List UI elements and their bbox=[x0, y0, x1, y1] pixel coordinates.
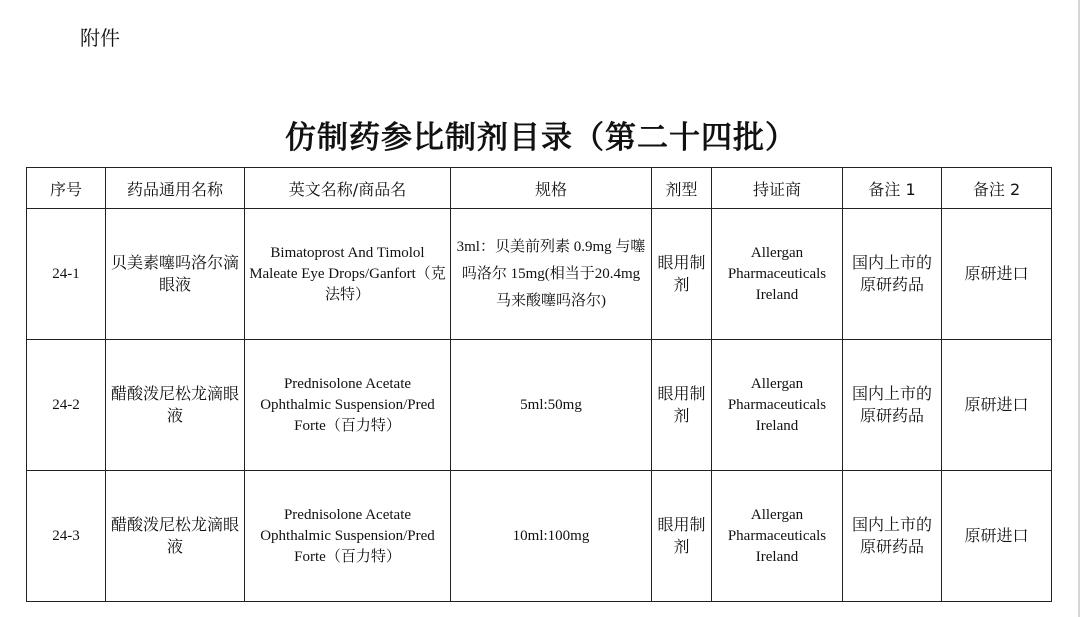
cell-spec: 10ml:100mg bbox=[451, 471, 652, 602]
cell-spec: 3ml：贝美前列素 0.9mg 与噻吗洛尔 15mg(相当于20.4mg 马来酸噻吗洛尔) bbox=[451, 209, 652, 340]
cell-note1: 国内上市的原研药品 bbox=[843, 471, 942, 602]
cell-no: 24-2 bbox=[27, 340, 106, 471]
cell-generic-name: 醋酸泼尼松龙滴眼液 bbox=[106, 340, 245, 471]
cell-english-name: Bimatoprost And Timolol Maleate Eye Drops/Ganfort（克法特） bbox=[245, 209, 451, 340]
column-header-spec: 规格 bbox=[451, 168, 652, 209]
reference-drug-table bbox=[26, 167, 1052, 602]
cell-holder: Allergan Pharmaceuticals Ireland bbox=[712, 340, 843, 471]
column-header-english-name: 英文名称/商品名 bbox=[245, 168, 451, 209]
table-row bbox=[27, 340, 1052, 471]
cell-note2: 原研进口 bbox=[942, 340, 1052, 471]
column-header-holder: 持证商 bbox=[712, 168, 843, 209]
cell-dosage-form: 眼用制剂 bbox=[652, 209, 712, 340]
cell-dosage-form: 眼用制剂 bbox=[652, 471, 712, 602]
page-edge-divider bbox=[1078, 0, 1080, 617]
cell-holder: Allergan Pharmaceuticals Ireland bbox=[712, 471, 843, 602]
table-header-row bbox=[27, 168, 1052, 209]
cell-english-name: Prednisolone Acetate Ophthalmic Suspension/Pred Forte（百力特） bbox=[245, 471, 451, 602]
cell-holder: Allergan Pharmaceuticals Ireland bbox=[712, 209, 843, 340]
cell-note2: 原研进口 bbox=[942, 471, 1052, 602]
cell-spec: 5ml:50mg bbox=[451, 340, 652, 471]
cell-english-name: Prednisolone Acetate Ophthalmic Suspension/Pred Forte（百力特） bbox=[245, 340, 451, 471]
table-row bbox=[27, 209, 1052, 340]
cell-no: 24-3 bbox=[27, 471, 106, 602]
cell-generic-name: 醋酸泼尼松龙滴眼液 bbox=[106, 471, 245, 602]
cell-note2: 原研进口 bbox=[942, 209, 1052, 340]
cell-dosage-form: 眼用制剂 bbox=[652, 340, 712, 471]
column-header-dosage-form: 剂型 bbox=[652, 168, 712, 209]
cell-note1: 国内上市的原研药品 bbox=[843, 209, 942, 340]
page-title: 仿制药参比制剂目录（第二十四批） bbox=[285, 120, 797, 156]
table-row bbox=[27, 471, 1052, 602]
column-header-no: 序号 bbox=[27, 168, 106, 209]
attachment-label: 附件 bbox=[80, 26, 120, 50]
cell-note1: 国内上市的原研药品 bbox=[843, 340, 942, 471]
cell-no: 24-1 bbox=[27, 209, 106, 340]
column-header-generic-name: 药品通用名称 bbox=[106, 168, 245, 209]
column-header-note2: 备注 2 bbox=[942, 168, 1052, 209]
column-header-note1: 备注 1 bbox=[843, 168, 942, 209]
cell-generic-name: 贝美素噻吗洛尔滴眼液 bbox=[106, 209, 245, 340]
